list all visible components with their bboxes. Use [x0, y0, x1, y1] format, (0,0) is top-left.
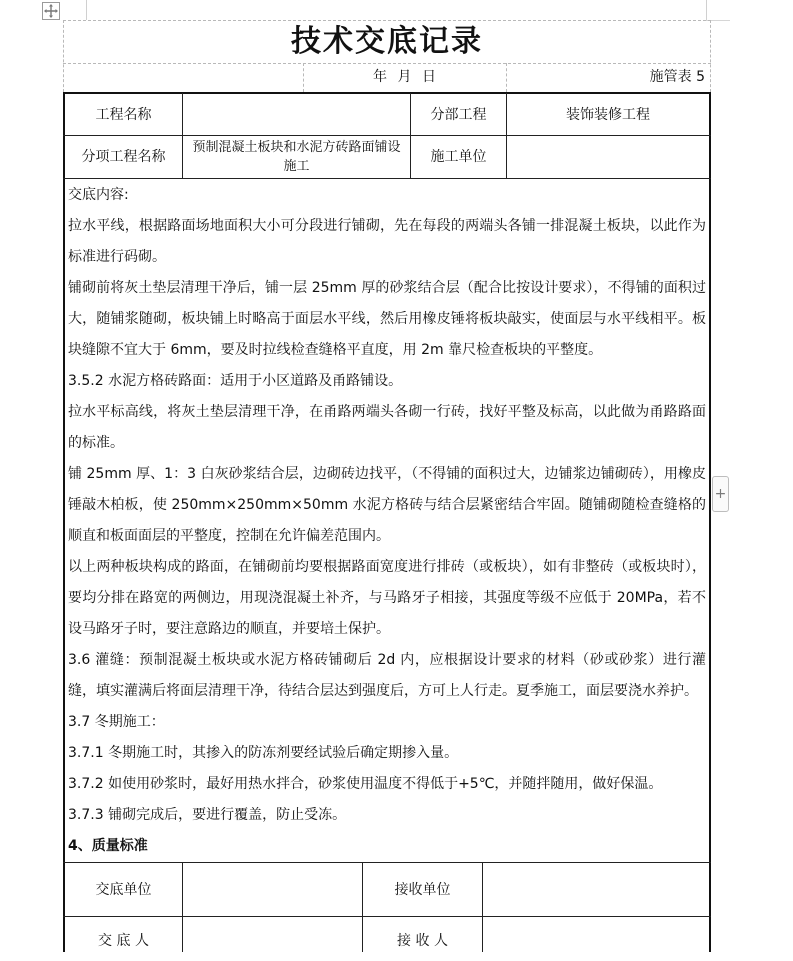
- construction-unit-value[interactable]: [507, 136, 709, 178]
- content-paragraph: 3.7 冬期施工：: [68, 714, 165, 730]
- add-column-button[interactable]: [712, 476, 729, 512]
- table-move-handle[interactable]: [42, 2, 60, 20]
- construction-unit-label: 施工单位: [430, 149, 487, 165]
- sub-project-label: 分部工程: [430, 106, 487, 123]
- date-line: 年 月 日: [373, 69, 436, 85]
- document-title: 技术交底记录: [291, 24, 483, 59]
- content-paragraph: 拉水平标高线，将灰土垫层清理干净，在甬路两端头各砌一行砖，找好平整及标高，以此做为甬路路面的标准。: [68, 404, 706, 451]
- handover-person-label: 交 底 人: [98, 933, 149, 949]
- title-gridline: [506, 63, 507, 92]
- receiving-unit-label: 接收单位: [394, 881, 451, 898]
- plus-icon: +: [714, 486, 727, 502]
- form-code: 施管表 5: [649, 69, 705, 85]
- content-paragraph: 以上两种板块构成的路面，在铺砌前均要根据路面宽度进行排砖（或板块），如有非整砖（或板块时），要均分排在路宽的两侧边，用现浇混凝土补齐，与马路牙子相接，其强度等级不应低于 20MPa，若不设马路牙子时，要注意路边的顺直，并要培土保护。: [68, 559, 706, 637]
- handover-unit-value[interactable]: [183, 863, 362, 916]
- item-name-value[interactable]: 预制混凝土板块和水泥方砖路面铺设施工: [192, 140, 401, 174]
- content-paragraph: 3.7.2 如使用砂浆时，最好用热水拌合，砂浆使用温度不得低于+5℃，并随拌随用，做好保温。: [68, 776, 663, 792]
- content-paragraph: 3.6 灌缝：预制混凝土板块或水泥方格砖铺砌后 2d 内，应根据设计要求的材料（砂或砂浆）进行灌缝，填实灌满后将面层清理干净，待结合层达到强度后，方可上人行走。夏季施工，面层要浇水养护。: [68, 652, 706, 699]
- section-heading: 4、质量标准: [68, 838, 148, 854]
- project-name-value[interactable]: [183, 94, 410, 135]
- content-paragraph: 拉水平线，根据路面场地面积大小可分段进行铺砌，先在每段的两端头各铺一排混凝土板块，以此作为标准进行码砌。: [68, 218, 706, 265]
- project-name-label: 工程名称: [95, 106, 152, 123]
- handover-unit-label: 交底单位: [95, 881, 152, 898]
- move-icon: [44, 4, 58, 18]
- page-margin-guide: [706, 0, 707, 20]
- sub-project-value[interactable]: 装饰装修工程: [566, 106, 650, 123]
- table-rule: [63, 178, 711, 179]
- title-gridline: [63, 20, 711, 21]
- content-paragraph: 3.7.3 铺砌完成后，要进行覆盖，防止受冻。: [68, 807, 347, 823]
- title-gridline: [63, 63, 711, 64]
- content-paragraph: 3.5.2 水泥方格砖路面：适用于小区道路及甬路铺设。: [68, 373, 403, 389]
- content-heading: 交底内容:: [68, 187, 129, 203]
- receiving-unit-value[interactable]: [483, 863, 709, 916]
- handover-content[interactable]: [68, 180, 706, 862]
- item-name-label: 分项工程名称: [81, 149, 166, 165]
- page-margin-guide: [86, 0, 87, 20]
- receiver-label: 接 收 人: [397, 933, 448, 949]
- table-rule: [63, 916, 711, 917]
- content-paragraph: 铺 25mm 厚、1：3 白灰砂浆结合层，边砌砖边找平，（不得铺的面积过大，边铺浆边铺砌砖），用橡皮锤敲木柏板，使 250mm×250mm×50mm 水泥方格砖与结合层紧密结合牢固。随铺砌随检查缝格的顺直和板面面层的平整度，控制在允许偏差范围内。: [68, 466, 706, 544]
- content-paragraph: 铺砌前将灰土垫层清理干净后，铺一层 25mm 厚的砂浆结合层（配合比按设计要求），不得铺的面积过大，随铺浆随砌，板块铺上时略高于面层水平线，然后用橡皮锤将板块敲实，使面层与水平线相平。板块缝隙不宜大于 6mm，要及时拉线检查缝格平直度，用 2m 靠尺检查板块的平整度。: [68, 280, 706, 358]
- content-paragraph: 3.7.1 冬期施工时，其掺入的防冻剂要经试验后确定期掺入量。: [68, 745, 459, 761]
